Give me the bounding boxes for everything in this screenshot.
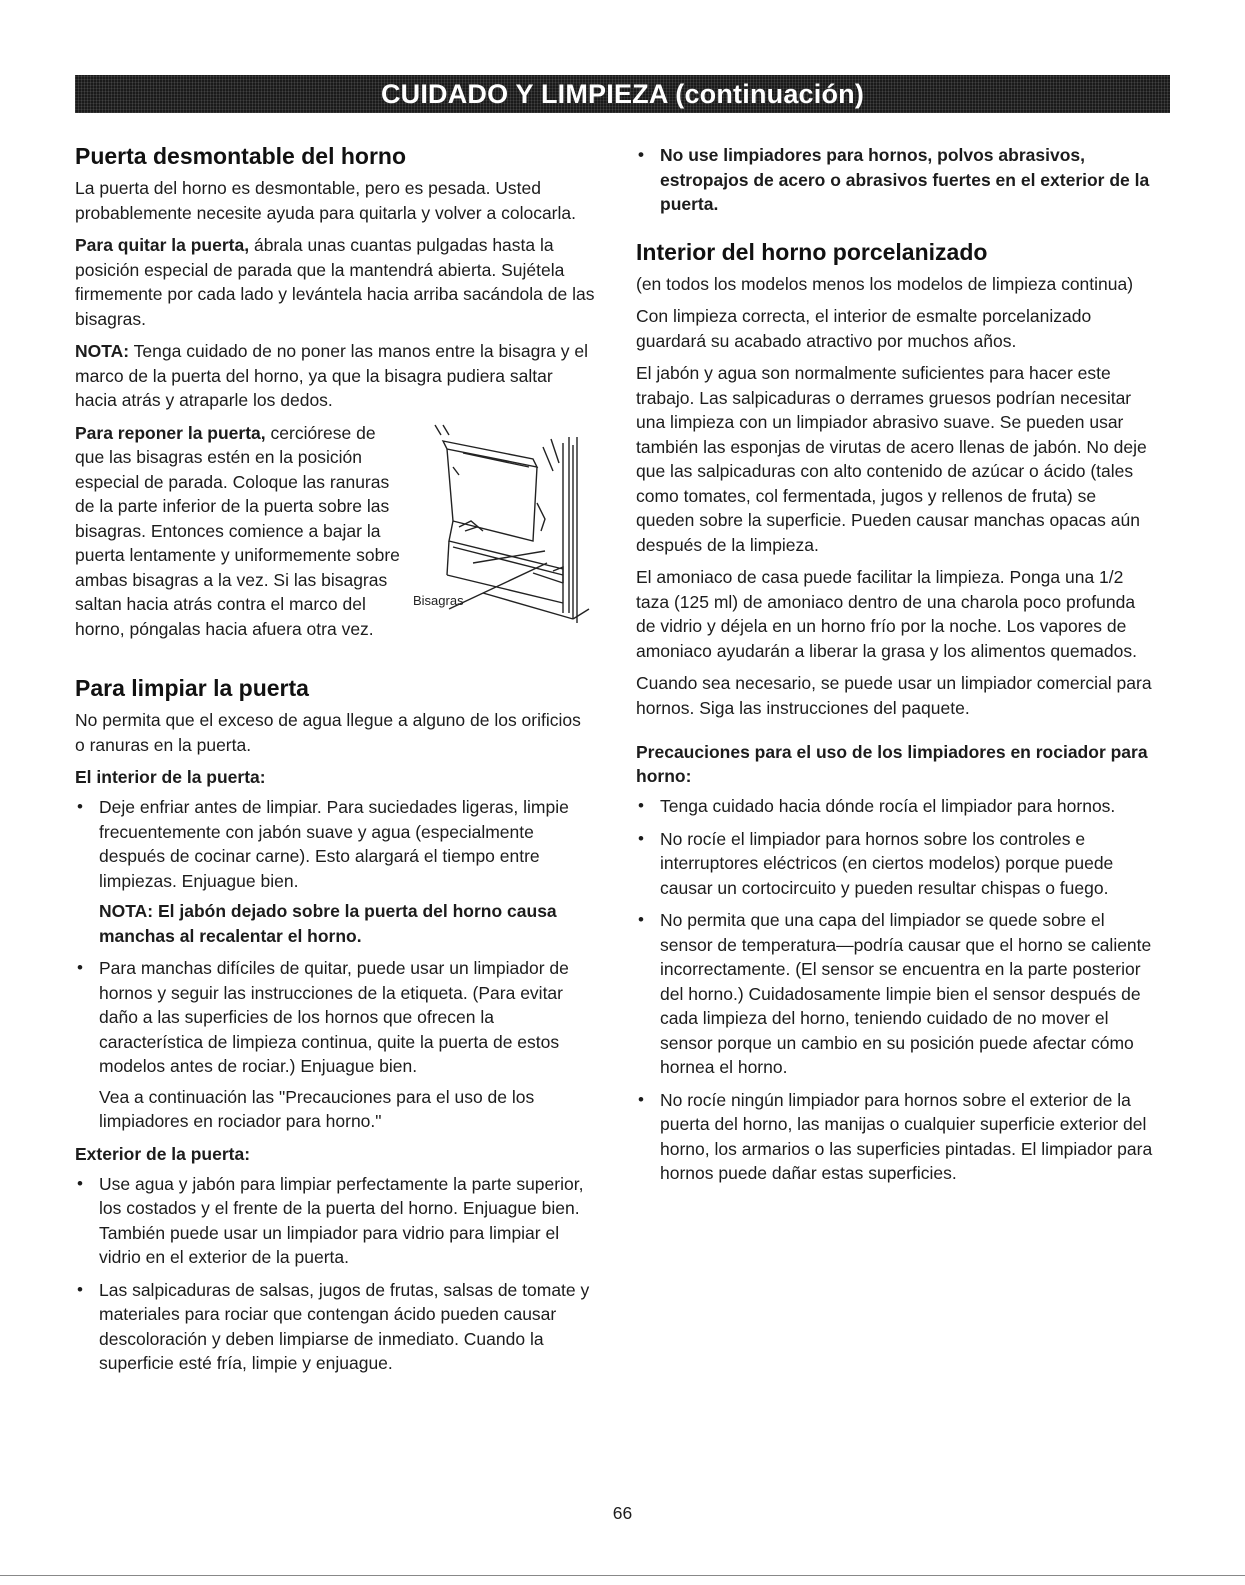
page-number: 66 — [612, 1503, 633, 1523]
paragraph-remove-door — [75, 233, 595, 331]
paragraph: El jabón y agua son normalmente suficientes para hacer este trabajo. Las salpicaduras o derrames gruesos podrían necesitar una limpieza con un limpiador abrasivo suave. Se pueden usar también las esponjas de virutas de acero llenas de jabón. No deje que las salpicaduras con alto contenido de azúcar o ácido (tales como tomates, col fermentada, jugos y rellenos de fruta) se queden sobre la superficie. Pueden causar manchas opacas aún después de la limpieza. — [636, 363, 1147, 555]
interior-note: NOTA: El jabón dejado sobre la puerta del horno causa manchas al recalentar el horno. — [99, 901, 557, 946]
bullet-icon: • — [77, 958, 83, 977]
bullet-text: No rocíe ningún limpiador para hornos sobre el exterior de la puerta del horno, las manijas o cualquier superficie exterior del horno, los armarios o las superficies pintadas. El limpiador para hornos puede dañar estas superficies. — [660, 1089, 1153, 1183]
bullet-text: No use limpiadores para hornos, polvos abrasivos, estropajos de acero o abrasivos fuertes en el exterior de la puerta. — [660, 145, 1150, 214]
remove-lead: Para quitar la puerta, — [75, 235, 250, 255]
heading-spray-precautions: Precauciones para el uso de los limpiadores en rociador para horno: — [636, 742, 1148, 786]
list-item — [75, 1172, 595, 1270]
list-item — [636, 794, 1156, 819]
replace-door-block — [75, 421, 595, 650]
bullet-icon: • — [77, 797, 83, 816]
bullet-icon: • — [638, 796, 644, 815]
paragraph: Con limpieza correcta, el interior de esmalte porcelanizado guardará su acabado atractivo por muchos años. — [636, 306, 1092, 351]
bullet-text: Para manchas difíciles de quitar, puede usar un limpiador de hornos y seguir las instrucciones de la etiqueta. (Para evitar daño a las superficies de los hornos que ofrecen la característica de limpieza continua, quite la puerta de estos modelos antes de rociar.) Enjuague bien. — [99, 958, 569, 1076]
interior-see-also: Vea a continuación las "Precauciones para el uso de los limpiadores en rociador para horno." — [99, 1086, 535, 1131]
bullet-icon: • — [638, 1089, 644, 1109]
right-column — [636, 143, 1156, 1194]
list-item — [75, 795, 595, 948]
left-column — [75, 143, 595, 1384]
bullet-icon: • — [638, 145, 644, 164]
bullet-icon: • — [638, 910, 644, 929]
paragraph: Cuando sea necesario, se puede usar un limpiador comercial para hornos. Siga las instrucciones del paquete. — [636, 673, 1152, 718]
list-item — [636, 827, 1156, 901]
hinge-diagram — [413, 423, 603, 631]
note-text: Tenga cuidado de no poner las manos entre la bisagra y el marco de la puerta del horno, ya que la bisagra pudiera saltar hacia atrás y atraparle los dedos. — [75, 341, 588, 410]
heading-porcelain-interior: Interior del horno porcelanizado — [636, 238, 988, 265]
paragraph-note — [75, 339, 595, 413]
list-door-interior — [75, 795, 595, 1134]
list-item — [75, 956, 595, 1134]
paragraph-clean-intro: No permita que el exceso de agua llegue a alguno de los orificios o ranuras en la puerta. — [75, 710, 581, 755]
bullet-text: Deje enfriar antes de limpiar. Para suciedades ligeras, limpie frecuentemente con jabón suave y agua (especialmente después de cocinar carne). Esto alargará el tiempo entre limpiezas. Enjuague bien. — [99, 797, 569, 891]
bullet-text: Las salpicaduras de salsas, jugos de frutas, salsas de tomate y materiales para rociar que contengan ácido pueden causar descoloración y deben limpiarse de inmediato. Cuando la superficie esté fría, limpie y enjuague. — [99, 1279, 590, 1373]
list-item — [636, 908, 1156, 1080]
list-door-exterior — [75, 1172, 595, 1376]
remove-text: ábrala unas cuantas pulgadas hasta la posición especial de parada que la mantendrá abierta. Sujétela firmemente por cada lado y levántela hacia arriba sacándola de las bisagras. — [75, 235, 595, 329]
list-exterior-warning — [636, 143, 1156, 217]
bullet-text: Use agua y jabón para limpiar perfectamente la parte superior, los costados y el frente de la puerta del horno. Enjuague bien. También puede usar un limpiador para vidrio para limpiar el vidrio en el exterior de la puerta. — [99, 1173, 584, 1267]
heading-door-interior: El interior de la puerta: — [75, 767, 266, 787]
bullet-icon: • — [77, 1173, 83, 1193]
list-item — [75, 1278, 595, 1376]
diagram-label-hinges: Bisagras — [413, 592, 464, 608]
bullet-text: No permita que una capa del limpiador se quede sobre el sensor de temperatura—podría causar que el horno se caliente incorrectamente. (El sensor se encuentra en la parte posterior del horno.) Cuidadosamente limpie bien el sensor después de cada limpieza del horno, teniendo cuidado de no mover el sensor porque un cambio en su posición puede afectar cómo hornea el horno. — [660, 910, 1152, 1077]
bullet-icon: • — [638, 828, 644, 848]
note-lead: NOTA: — [75, 341, 130, 361]
replace-lead: Para reponer la puerta, — [75, 422, 266, 443]
bullet-text: Tenga cuidado hacia dónde rocía el limpiador para hornos. — [660, 796, 1116, 816]
heading-door-exterior: Exterior de la puerta: — [75, 1143, 251, 1164]
bullet-icon: • — [77, 1279, 83, 1299]
heading-clean-door: Para limpiar la puerta — [75, 675, 309, 701]
paragraph: (en todos los modelos menos los modelos de limpieza continua) — [636, 273, 1134, 294]
replace-text: cerciórese de que las bisagras estén en la posición especial de parada. Coloque las ranuras de la parte inferior de la puerta sobre las bisagras. Entonces comience a bajar la puerta lentamente y uniformemente sobre ambas bisagras a la vez. Si las bisagras saltan hacia atrás contra el marco del horno, póngalas hacia afuera otra vez. — [75, 422, 400, 639]
heading-removable-door: Puerta desmontable del horno — [75, 143, 406, 169]
bullet-text: No rocíe el limpiador para hornos sobre los controles e interruptores eléctricos (en ciertos modelos) porque puede causar un cortocircuito y pueden resultar chispas o fuego. — [660, 828, 1114, 898]
list-item — [636, 1088, 1156, 1186]
page-bottom-rule — [0, 1575, 1245, 1576]
list-item — [636, 143, 1156, 217]
banner-title: CUIDADO Y LIMPIEZA (continuación) — [380, 78, 865, 109]
section-banner — [75, 75, 1170, 113]
list-spray-precautions — [636, 794, 1156, 1186]
paragraph: El amoniaco de casa puede facilitar la limpieza. Ponga una 1/2 taza (125 ml) de amoniaco dentro de una charola poco profunda de vidrio y déjela en un horno frío por la noche. Los vapores de amoniaco ayudarán a liberar la grasa y los alimentos quemados. — [636, 567, 1137, 661]
paragraph-intro: La puerta del horno es desmontable, pero es pesada. Usted probablemente necesite ayuda para quitarla y volver a colocarla. — [75, 178, 576, 223]
